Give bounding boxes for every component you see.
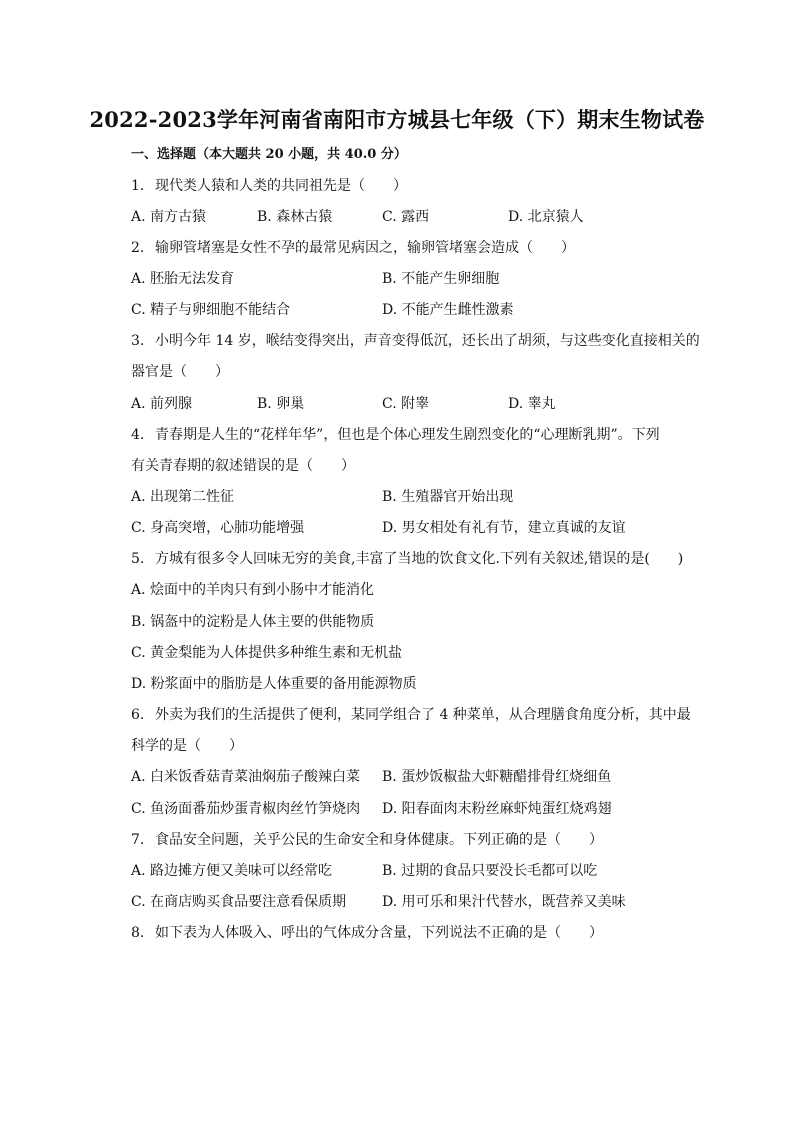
- option-4c: C. 身高突增，心肺功能增强: [131, 520, 305, 536]
- option-2d: D. 不能产生雌性激素: [382, 302, 514, 318]
- question-text: 青春期是人生的“花样年华”，但也是个体心理发生剧烈变化的“心理断乳期”。下列: [155, 427, 660, 443]
- option-6b: B. 蛋炒饭椒盐大虾糖醋排骨红烧细鱼: [382, 769, 612, 785]
- question-text: 如下表为人体吸入、呼出的气体成分含量，下列说法不正确的是（ ）: [155, 925, 603, 941]
- page-title: 2022-2023学年河南省南阳市方城县七年级（下）期末生物试卷: [89, 107, 705, 132]
- option-5d: D. 粉浆面中的脂肪是人体重要的备用能源物质: [131, 676, 417, 692]
- option-7d: D. 用可乐和果汁代替水，既营养又美味: [382, 894, 626, 910]
- question-number: 3.: [131, 333, 145, 349]
- question-text: 外卖为我们的生活提供了便利，某同学组合了 4 种菜单，从合理膳食角度分析，其中最: [155, 707, 691, 723]
- question-2: [131, 239, 575, 257]
- question-text: 小明今年 14 岁，喉结变得突出，声音变得低沉，还长出了胡须，与这些变化直接相关的: [155, 333, 700, 349]
- option-5c: C. 黄金梨能为人体提供多种维生素和无机盐: [131, 645, 403, 661]
- option-3a: A. 前列腺: [131, 396, 193, 412]
- question-1: [131, 177, 407, 195]
- question-6-continuation: 科学的是（ ）: [131, 738, 243, 754]
- question-number: 2.: [131, 240, 145, 256]
- option-2a: A. 胚胎无法发育: [131, 271, 235, 287]
- question-3-continuation: 器官是（ ）: [131, 364, 229, 380]
- question-text: 食品安全问题，关乎公民的生命安全和身体健康。下列正确的是（ ）: [155, 832, 603, 848]
- question-text: 方城有很多令人回味无穷的美食,丰富了当地的饮食文化.下列有关叙述,错误的是( ): [155, 551, 684, 567]
- option-2c: C. 精子与卵细胞不能结合: [131, 302, 291, 318]
- question-5: [131, 550, 683, 568]
- option-3b: B. 卵巢: [257, 396, 305, 412]
- option-7c: C. 在商店购买食品要注意看保质期: [131, 894, 347, 910]
- question-7: [131, 831, 603, 849]
- option-3c: C. 附睾: [382, 396, 430, 412]
- option-5a: A. 烩面中的羊肉只有到小肠中才能消化: [131, 582, 375, 598]
- option-7a: A. 路边摊方便又美味可以经常吃: [131, 863, 333, 879]
- question-4-continuation: 有关青春期的叙述错误的是（ ）: [131, 458, 355, 474]
- question-number: 4.: [131, 427, 145, 443]
- option-4d: D. 男女相处有礼有节，建立真诚的友谊: [382, 520, 626, 536]
- option-4b: B. 生殖器官开始出现: [382, 489, 514, 505]
- option-6a: A. 白米饭香菇青菜油焖茄子酸辣白菜: [131, 769, 361, 785]
- option-4a: A. 出现第二性征: [131, 489, 235, 505]
- option-1d: D. 北京猿人: [508, 209, 584, 225]
- question-8: [131, 924, 603, 942]
- question-number: 7.: [131, 832, 145, 848]
- option-6c: C. 鱼汤面番茄炒蛋青椒肉丝竹笋烧肉: [131, 801, 361, 817]
- question-6: [131, 706, 691, 724]
- option-1a: A. 南方古猿: [131, 209, 207, 225]
- option-3d: D. 睾丸: [508, 396, 556, 412]
- option-1b: B. 森林古猿: [257, 209, 333, 225]
- option-5b: B. 锅盔中的淀粉是人体主要的供能物质: [131, 614, 375, 630]
- option-7b: B. 过期的食品只要没长毛都可以吃: [382, 863, 598, 879]
- option-2b: B. 不能产生卵细胞: [382, 271, 500, 287]
- question-number: 1.: [131, 178, 145, 194]
- question-text: 现代类人猿和人类的共同祖先是（ ）: [155, 178, 407, 194]
- question-4: [131, 426, 660, 444]
- question-number: 5.: [131, 551, 145, 567]
- question-3: [131, 332, 700, 350]
- option-1c: C. 露西: [382, 209, 430, 225]
- question-number: 6.: [131, 707, 145, 723]
- option-6d: D. 阳春面肉末粉丝麻虾炖蛋红烧鸡翅: [382, 801, 612, 817]
- section-heading: 一、选择题（本大题共 20 小题，共 40.0 分）: [131, 147, 407, 162]
- question-number: 8.: [131, 925, 145, 941]
- question-text: 输卵管堵塞是女性不孕的最常见病因之，输卵管堵塞会造成（ ）: [155, 240, 575, 256]
